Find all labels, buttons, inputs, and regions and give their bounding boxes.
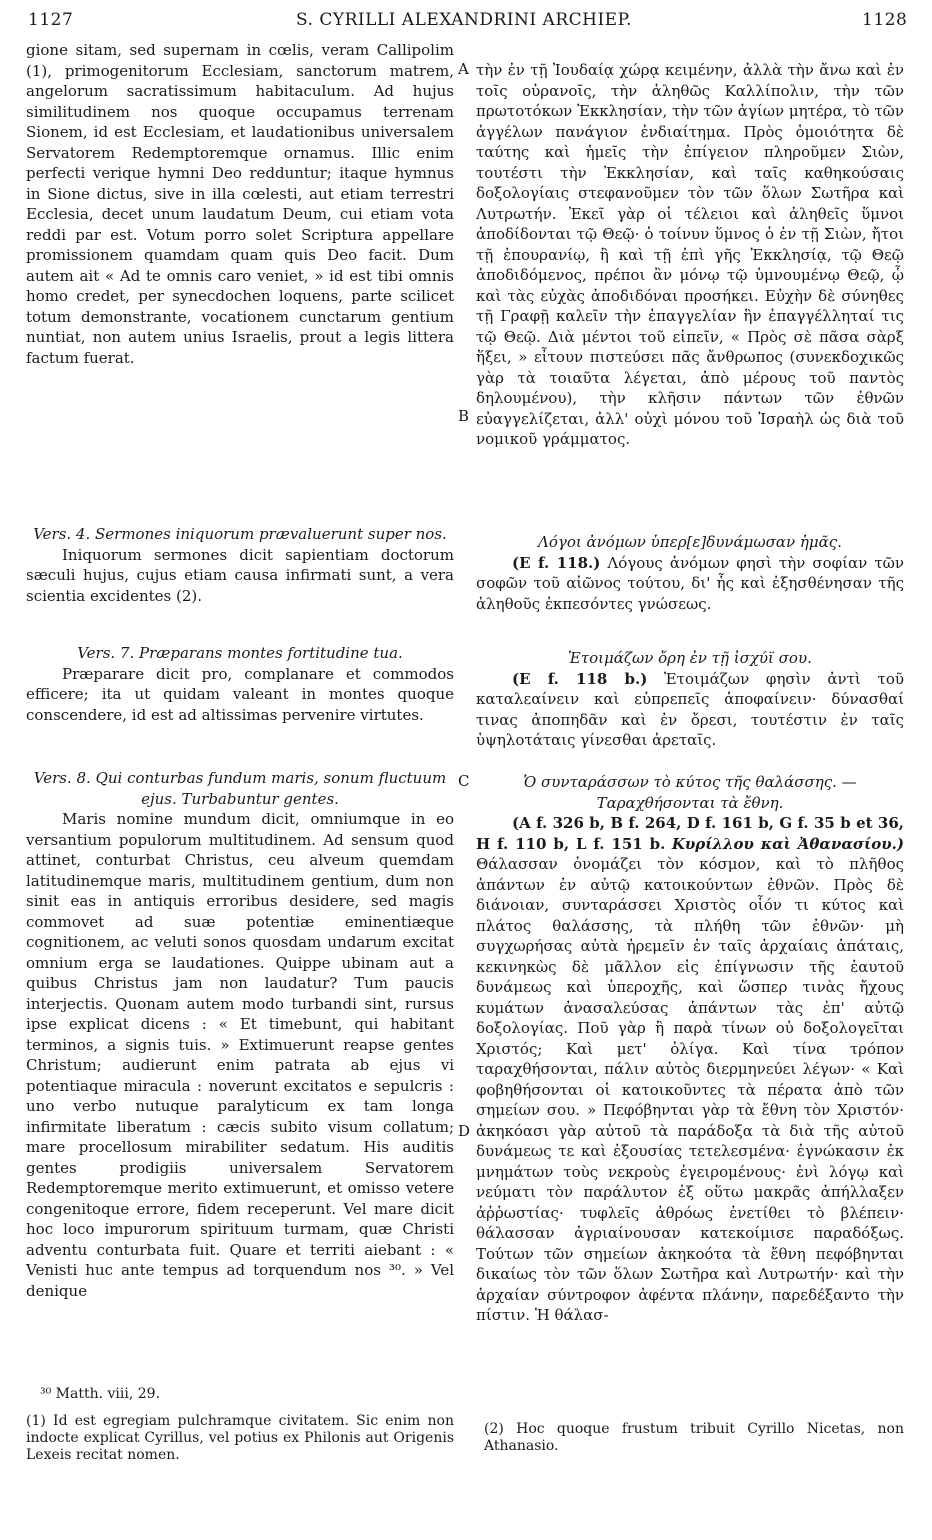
latin-scripture-note: ³⁰ Matth. viii, 29. — [40, 1386, 161, 1402]
greek-v8-ref: (A f. 326 b, B f. 264, D f. 161 b, G f. 35 b et 36, H f. 110 b, L f. 151 b. — [476, 814, 904, 853]
greek-v7-ref: (E f. 118 b.) — [512, 669, 648, 688]
latin-verse-4 — [26, 524, 454, 606]
margin-letter-b: B — [458, 407, 470, 425]
greek-v4-text: Λόγους ἀνόμων φησὶ τὴν σοφίαν τῶν σοφῶν τοῦ αἰῶνος τούτου, δι' ἧς καὶ ἐξησθένησαν τῆς ἀληθοῦς ἐκπεσόντες γνώσεως. — [476, 553, 904, 613]
latin-v4-heading: Vers. 4. Sermones iniquorum prævaluerunt super nos. — [33, 525, 447, 543]
latin-paragraph-1: gione sitam, sed supernam in cœlis, veram Callipolim (1), primogenitorum Ecclesiam, sanctorum matrem, angelorum sacratissimum habitaculum. Ad hujus similitudinem nos quoque occupamus terrenam Sionem, id est Ecclesiam, et laudationibus universalem Servatorem Redemptoremque ornamus. Illic enim perfecti verique hymni Deo redduntur; itaque hymnus in Sione dictus, sive in illa cœlesti, aut etiam terrestri Ecclesia, decet unum laudatum Deum, cui etiam vota reddi par est. Votum porro solet Scriptura appellare promissionem quamdam quam quis Deo facit. Dum autem ait « Ad te omnis caro veniet, » id est tibi omnis homo credet, per synecdochen loquens, parte scilicet totum demonstrante, vocationem cunctarum gentium nuntiat, non autem unius Israelis, prout a legis littera factum fuerat. — [26, 41, 454, 367]
latin-verse-8 — [26, 768, 454, 1301]
margin-letter-d: D — [458, 1122, 471, 1140]
latin-v4-text: Iniquorum sermones dicit sapientiam doctorum sæculi hujus, cujus etiam causa infirmati sunt, a vera scientia excidentes (2). — [26, 545, 454, 605]
greek-v7-text: Ἑτοιμάζων φησὶν ἀντὶ τοῦ καταλεαίνειν καὶ εὐπρεπεῖς ἀποφαίνειν· δύνασθαί τινας ἀποπηδᾶν καὶ ἐν ὄρεσι, τουτέστιν ἐν ταῖς ὑψηλοτάταις γίνεσθαι ἀρεταῖς. — [476, 669, 904, 749]
greek-verse-7 — [476, 648, 904, 751]
greek-v8-heading: Ὁ συνταράσσων τὸ κύτος τῆς θαλάσσης. — Ταραχθήσονται τὰ ἔθνη. — [523, 773, 857, 812]
greek-paragraph-1: τὴν ἐν τῇ Ἰουδαίᾳ χώρᾳ κειμένην, ἀλλὰ τὴν ἄνω καὶ ἐν τοῖς οὐρανοῖς, τὴν ἀληθῶς Καλλίπολιν, τὴν τῶν πρωτοτόκων Ἐκκλησίαν, τὴν τῶν ἁγίων μητέρα, τὸ τῶν ἀγγέλων πανάγιον ἐνδιαίτημα. Πρὸς ὁμοιότητα δὲ ταύτης καὶ ἡμεῖς τὴν ἐπίγειον πληροῦμεν Σιὼν, τουτέστι τὴν Ἐκκλησίαν, καὶ ταῖς καθηκούσαις δοξολογίαις στεφανοῦμεν τὸν τῶν ὅλων Σωτῆρα καὶ Λυτρωτήν. Ἐκεῖ γὰρ οἱ τέλειοι καὶ ἀληθεῖς ὕμνοι ἀποδίδονται τῷ Θεῷ· ὁ τοίνυν ὕμνος ὁ ἐν τῇ Σιὼν, ἤτοι τῇ ἐπουρανίῳ, ἢ καὶ τῇ ἐπὶ γῆς Ἐκκλησίᾳ, τῷ Θεῷ ἀποδιδόμενος, πρέποι ἂν μόνῳ τῷ ὑμνουμένῳ Θεῷ, ᾧ καὶ τὰς εὐχὰς ἀποδιδόναι προσήκει. Εὐχὴν δὲ σύνηθες τῇ Γραφῇ καλεῖν τὴν ἐπαγγελίαν ἣν ἐπαγγέλληταί τις τῷ Θεῷ. Διὰ μέντοι τοῦ εἰπεῖν, « Πρὸς σὲ πᾶσα σὰρξ ἥξει, » εἶτουν πιστεύσει πᾶς ἄνθρωπος (συνεκδοχικῶς γὰρ τὰ τοιαῦτα λέγεται, ἀπὸ μέρους τοῦ παντὸς δηλουμένου), τὴν κλῆσιν πάντων τῶν ἐθνῶν εὐαγγελίζεται, ἀλλ' οὐχὶ μόνου τοῦ Ἰσραὴλ ὡς διὰ τοῦ νομικοῦ γράμματος. — [476, 61, 904, 448]
latin-v8-heading: Vers. 8. Qui conturbas fundum maris, sonum fluctuum ejus. Turbabuntur gentes. — [33, 769, 447, 808]
footnote-2: (2) Hoc quoque frustum tribuit Cyrillo Nicetas, non Athanasio. — [484, 1421, 904, 1454]
latin-verse-7 — [26, 643, 454, 725]
greek-v8-ref-attribution: Κυρίλλου καὶ Ἀθανασίου.) — [671, 834, 904, 853]
latin-v8-text: Maris nomine mundum dicit, omniumque in eo versantium populorum multitudinem. Ad sensum quod attinet, conturbat Christus, ceu alveum quemdam latitudinemque maris, multitudinem gentium, dum non sinit eas in antiquis erroribus desidere, sed magis commovet ad suæ potentiæ eminentiæque cognitionem, ac veluti sonos quosdam undarum excitat omnium erga se laudationes. Quippe ubinam aut a quibus Christus jam non laudatur? Tum paucis interjectis. Quonam autem modo turbandi sint, rursus ipse explicat dicens : « Et timebunt, qui habitant terminos, a signis tuis. » Extimuerunt reapse gentes Christum; audierunt enim patrata ab ejus vi potentiaque miracula : noverunt excitatos e sepulcris : uno verbo nutuque paralyticum ex tam longa infirmitate liberatum : cæcis subito visum collatum; mare procellosum mirabiliter sedatum. His auditis gentes prodigiis universalem Servatorem Redemptoremque merito extimuerunt, et omisso vetere congenitoque errore, fidem receperunt. Vel mare dicit hoc loco impurorum spirituum turmam, quæ Christi adventu conturbata fuit. Quare et territi aiebant : « Venisti huc ante tempus ad torquendum nos ³⁰. » Vel denique — [26, 810, 454, 1300]
greek-v8-text: Θάλασσαν ὀνομάζει τὸν κόσμον, καὶ τὸ πλῆθος ἁπάντων ἐν αὐτῷ κατοικούντων ἐθνῶν. Πρὸς δὲ διάνοιαν, συνταράσσει Χριστὸς οἷόν τι κύτος καὶ πλάτος θαλάσσης, τὰ πλήθη τῶν ἐθνῶν· μὴ συγχωρήσας αὐτὰ ἠρεμεῖν ἐν ταῖς ἀρχαίαις ἀπάταις, κεκινηκὼς δὲ μᾶλλον εἰς ἐπίγνωσιν τῆς ἑαυτοῦ δυνάμεως καὶ ὑπεροχῆς, καὶ ὥσπερ τινὰς ἤχους κυμάτων ἀνασαλεύσας ἁπάντων τὰς ἐπ' αὐτῷ δοξολογίας. Ποῦ γὰρ ἢ παρὰ τίνων οὐ δοξολογεῖται Χριστός; Καὶ μετ' ὀλίγα. Καὶ τίνα τρόπον ταραχθήσονται, πάλιν αὐτὸς διερμηνεύει λέγων· « Καὶ φοβηθήσονται οἱ κατοικοῦντες τὰ πέρατα ἀπὸ τῶν σημείων σου. » Πεφόβηνται γὰρ τὰ ἔθνη τὸν Χριστόν· ἀκηκόασι γὰρ αὐτοῦ τὰ παράδοξα τὰ διὰ τῆς αὐτοῦ δυνάμεως τε καὶ ἐξουσίας τετελεσμένα· ἐγνώκασιν ἐκ μνημάτων τοὺς νεκροὺς ἐγειρομένους· ἑνὶ λόγῳ καὶ νεύματι τὸν παράλυτον ἐξ οὕτω μακρᾶς ἀπήλλαξεν ἀῤῥωστίας· τυφλεῖς ἀθρόως ἐνετίθει τὸ βλέπειν· θάλασσαν ἀγριαίνουσαν κατεκοίμισε παραδόξως. Τούτων τῶν σημείων ἀκηκοότα τὰ ἔθνη πεφόβηνται δικαίως τὸν τῶν ὅλων Σωτῆρα καὶ Λυτρωτήν· καὶ τὴν ἀρχαίαν σύντροφον ἀφέντα πλάνην, παρεδέξαντο τὴν πίστιν. Ἡ θάλασ- — [476, 855, 904, 1324]
greek-verse-8 — [476, 772, 904, 1326]
page-number-right: 1128 — [862, 10, 908, 30]
latin-v7-heading: Vers. 7. Præparans montes fortitudine tua. — [77, 644, 403, 662]
greek-column — [476, 60, 904, 450]
margin-letter-c: C — [458, 772, 470, 790]
greek-v4-ref: (E f. 118.) — [512, 553, 601, 572]
running-title: S. CYRILLI ALEXANDRINI ARCHIEP. — [296, 10, 632, 30]
page-number-left: 1127 — [28, 10, 74, 30]
greek-v7-heading: Ἑτοιμάζων ὄρη ἐν τῇ ἰσχύϊ σου. — [568, 649, 812, 667]
margin-letter-a: A — [458, 60, 469, 78]
greek-verse-4 — [476, 532, 904, 614]
footnote-1: (1) Id est egregiam pulchramque civitatem. Sic enim non indocte explicat Cyrillus, vel potius ex Philonis aut Origenis Lexeis recitat nomen. — [26, 1413, 454, 1463]
latin-v7-text: Præparare dicit pro, complanare et commodos efficere; ita ut quidam valeant in montes quoque conscendere, id est ad altissimas pervenire virtutes. — [26, 664, 454, 724]
greek-v4-heading: Λόγοι ἀνόμων ὑπερ[ε]δυνάμωσαν ἡμᾶς. — [538, 533, 842, 551]
latin-column — [26, 40, 454, 368]
